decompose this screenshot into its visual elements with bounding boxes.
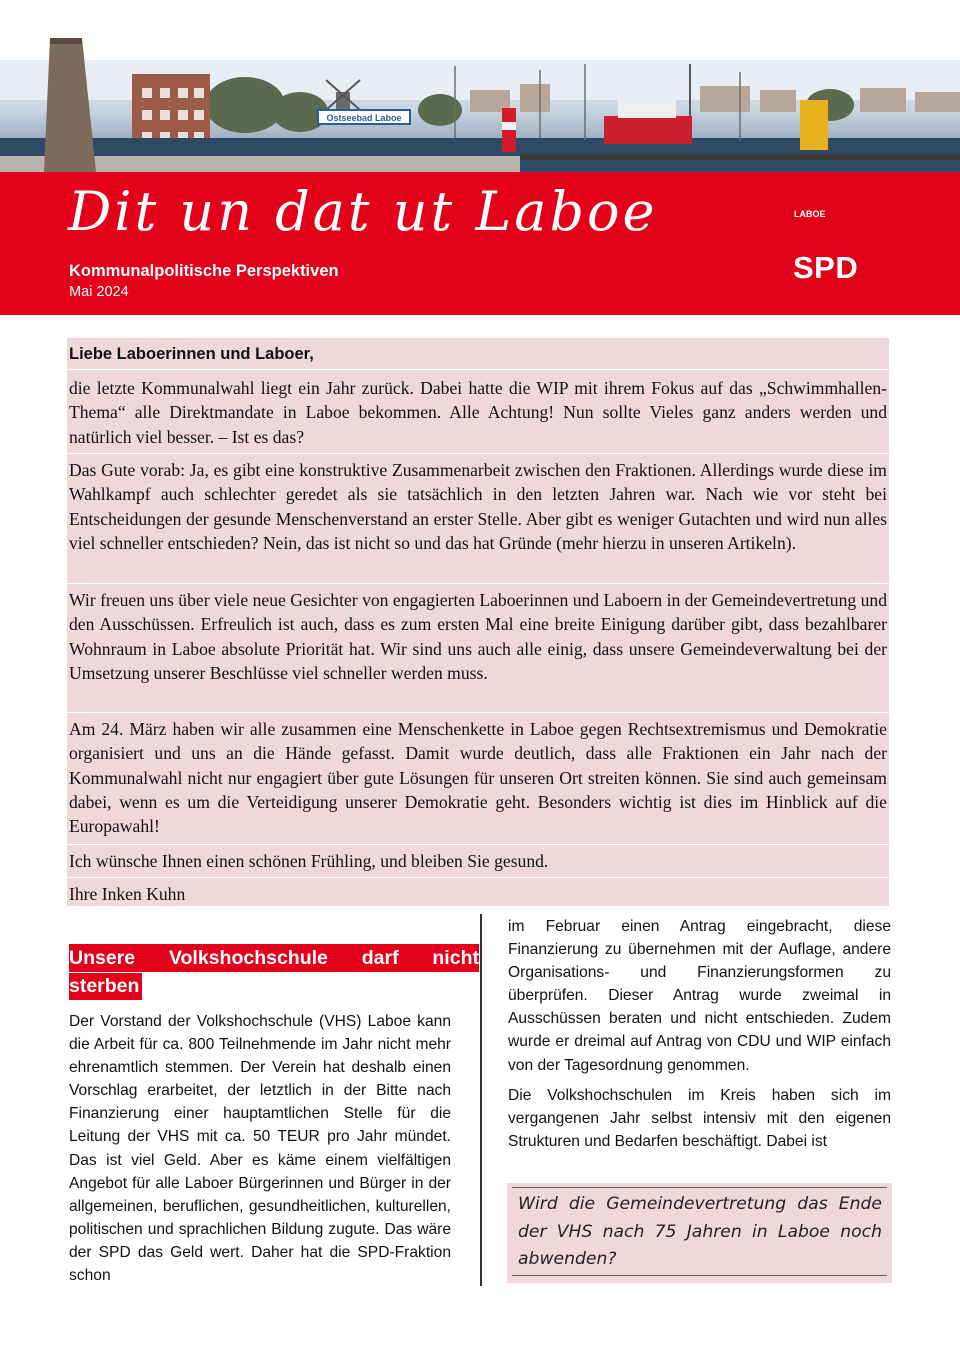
headline-word: Unsere <box>69 946 136 969</box>
letter-paragraph: Ich wünsche Ihnen einen schönen Frühling, und bleiben Sie gesund. <box>69 851 549 871</box>
divider <box>67 369 889 370</box>
spd-logo <box>786 204 880 290</box>
headline-word: darf <box>361 946 399 969</box>
pull-quote-box <box>507 1183 892 1283</box>
letter-paragraph: die letzte Kommunalwahl liegt ein Jahr zurück. Dabei hatte die WIP mit ihrem Fokus auf das „Schwimmhallen-Thema“ alle Direktmandate in Laboe bekommen. Alle Achtung! Nun sollte Vieles ganz anders werden und natürlich viel besser. – Ist es das? <box>69 378 887 447</box>
editorial-letter <box>67 338 889 906</box>
letter-paragraph: Wir freuen uns über viele neue Gesichter von engagierten Laboerinnen und Laboern in der Gemeindevertretung und den Ausschüssen. Erfreulich ist auch, dass es zum ersten Mal eine breite Einigung darüber gibt, dass bezahlbarer Wohnraum in Laboe absolute Priorität hat. Wir sind uns auch alle einig, dass unsere Gemeindeverwaltung bei der Umsetzung unserer Beschlüsse viel schneller werden muss. <box>69 590 887 683</box>
headline-line-1 <box>69 944 479 972</box>
article-headline <box>69 944 479 1000</box>
logo-region-text: LABOE <box>794 209 826 219</box>
letter-paragraph: Das Gute vorab: Ja, es gibt eine konstruktive Zusammenarbeit zwischen den Fraktionen. Allerdings wurde diese im Wahlkampf auch schlechter geredet als sie tatsächlich in den letzten Jahren war. Nach wie vor steht bei Entscheidungen der gesunde Menschenverstand an erster Stelle. Aber gibt es weniger Gutachten und wird nun alles viel schneller entschieden? Nein, das ist nicht so und das hat Gründe (mehr hierzu in unseren Artikeln). <box>69 460 887 553</box>
pull-quote-text: Wird die Gemeindevertretung das Ende der VHS nach 75 Jahren in Laboe noch abwenden? <box>518 1194 882 1270</box>
newsletter-title: Dit un dat ut Laboe <box>68 180 658 243</box>
headline-word: sterben <box>69 975 140 997</box>
divider <box>67 712 889 713</box>
divider <box>67 453 889 454</box>
article-body-right: im Februar einen Antrag eingebracht, diese Finanzierung zu übernehmen mit der Auflage, andere Organisations- und Finanzierungsformen zu überprüfen. Dieser Antrag wurde zweimal in Ausschüssen beraten und nicht entschieden. Zudem wurde er dreimal auf Antrag von CDU und WIP einfach von der Tagesordnung genommen. <box>508 918 891 1074</box>
letter-signature: Ihre Inken Kuhn <box>69 884 186 904</box>
divider <box>512 1275 887 1276</box>
harbour-panorama-image <box>0 60 960 172</box>
letter-paragraph: Am 24. März haben wir alle zusammen eine Menschenkette in Laboe gegen Rechtsextremismus und Demokratie organisiert und uns an die Hände gefasst. Damit wurde deutlich, dass alle Fraktionen ein Jahr nach der Kommunalwahl nicht nur engagiert über gute Lösungen für unseren Ort streiten können. Sie sind auch gemeinsam dabei, wenn es um die Verteidigung unserer Demokratie geht. Besonders wichtig ist dies im Hinblick auf die Europawahl! <box>69 719 887 837</box>
article-body-right: Die Volkshochschulen im Kreis haben sich im vergangenen Jahr selbst intensiv mit den eigenen Strukturen und Bedarfen beschäftigt. Dabei ist <box>508 1087 891 1151</box>
headline-line-2 <box>69 973 142 1000</box>
divider <box>67 844 889 845</box>
newsletter-subtitle: Kommunalpolitische Perspektiven <box>69 262 339 280</box>
logo-party-text: SPD <box>793 250 859 285</box>
memorial-tower-image <box>44 38 100 172</box>
header-photo-banner <box>0 60 960 172</box>
divider <box>67 583 889 584</box>
banner-sign-text: Ostseebad Laboe <box>326 113 402 123</box>
issue-date: Mai 2024 <box>69 284 129 300</box>
headline-word: nicht <box>432 946 479 969</box>
column-divider <box>480 914 482 1286</box>
divider <box>67 877 889 878</box>
headline-word: Volkshochschule <box>168 946 328 969</box>
article-body-left: Der Vorstand der Volkshochschule (VHS) Laboe kann die Arbeit für ca. 800 Teilnehmende im Jahr nicht mehr ehrenamtlich stemmen. Der Verein hat deshalb einen Vorschlag erarbeitet, der letztlich in der Bitte nach Finanzierung einer hauptamtlichen Stelle für die Leitung der VHS mit ca. 50 TEUR pro Jahr mündet. Das ist viel Geld. Aber es käme einem vielfältigen Angebot für alle Laboer Bürgerinnen und Bürger in der allgemeinen, beruflichen, gesundheitlichen, kulturellen, politischen und sprachlichen Bildung zugute. Das wäre der SPD das Geld wert. Daher hat die SPD-Fraktion schon <box>69 1013 451 1285</box>
letter-salutation: Liebe Laboerinnen und Laboer, <box>69 345 314 363</box>
divider <box>512 1187 887 1188</box>
